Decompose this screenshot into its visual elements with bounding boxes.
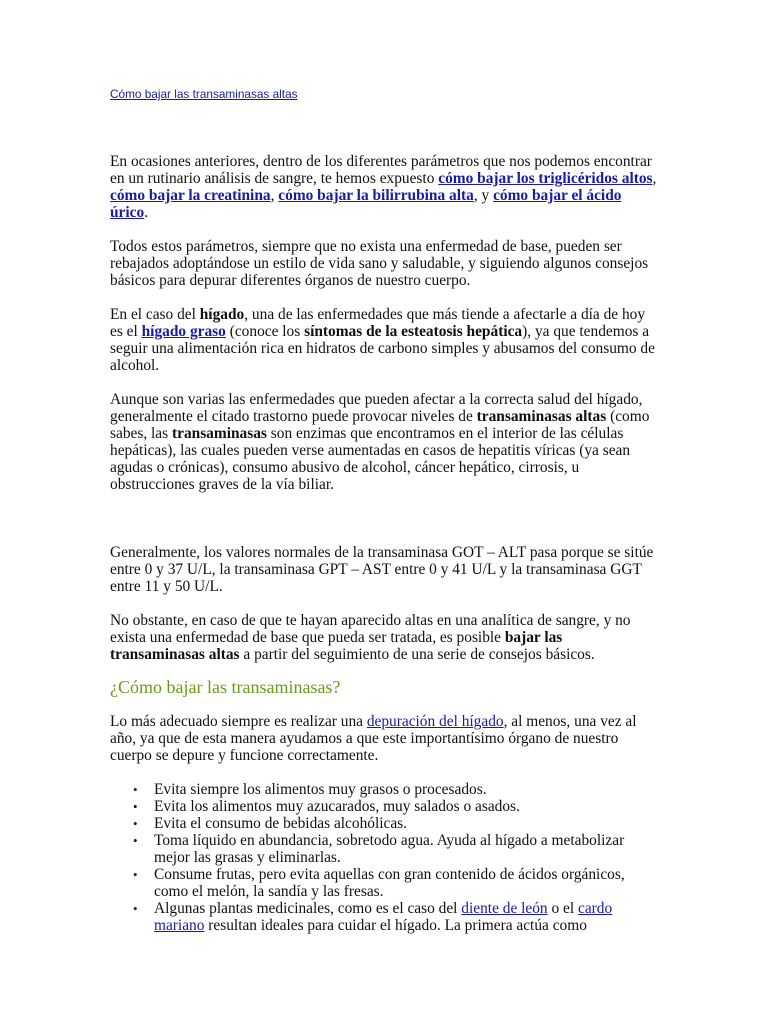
list-item-text: Evita siempre los alimentos muy grasos o procesados. <box>154 781 487 798</box>
link-diente-de-leon[interactable]: diente de león <box>461 900 548 917</box>
list-item <box>133 866 658 900</box>
bullet-icon: • <box>133 816 138 831</box>
article-body <box>110 153 658 934</box>
list-item-text: Consume frutas, pero evita aquellas con gran contenido de ácidos orgánicos, como el melón, la sandía y las fresas. <box>154 866 625 900</box>
paragraph-depuracion <box>110 713 658 764</box>
title-link[interactable]: Cómo bajar las transaminasas altas <box>110 87 298 101</box>
bullet-icon: • <box>133 867 138 882</box>
paragraph-text: , una de las enfermedades que más tiende a afectarle a día de hoy es el <box>110 306 646 340</box>
bullet-icon: • <box>133 782 138 797</box>
link-acido-urico[interactable]: cómo bajar el ácido úrico <box>110 187 622 221</box>
list-item <box>133 815 658 832</box>
paragraph-end: . <box>144 204 149 221</box>
link-bilirrubina[interactable]: cómo bajar la bilirrubina alta <box>278 187 474 204</box>
section-heading: ¿Cómo bajar las transaminasas? <box>110 677 341 697</box>
paragraph-text: No obstante, en caso de que te hayan aparecido altas en una analítica de sangre, y no exista una enfermedad de base que pueda ser tratada, es posible <box>110 612 631 646</box>
link-creatinina[interactable]: cómo bajar la creatinina <box>110 187 271 204</box>
list-item <box>133 900 658 934</box>
paragraph-text: En ocasiones anteriores, dentro de los diferentes parámetros que nos podemos encontrar en un rutinario análisis de sangre, te hemos expuesto <box>110 153 652 187</box>
list-item-text: o el <box>547 900 578 917</box>
list-item <box>133 798 658 815</box>
bold-transaminasas: transaminasas <box>171 425 267 442</box>
paragraph-enfermedades <box>110 391 658 493</box>
bullet-icon: • <box>133 799 138 814</box>
bold-sintomas: síntomas de la esteatosis hepática <box>304 323 523 340</box>
list-item <box>133 832 658 866</box>
link-trigliceridos[interactable]: cómo bajar los triglicéridos altos <box>438 170 653 187</box>
bullet-icon: • <box>133 901 138 916</box>
paragraph-text: (conoce los <box>225 323 305 340</box>
paragraph-text: ), ya que tendemos a seguir una alimentación rica en hidratos de carbono simples y abusamos del consumo de alcohol. <box>110 323 655 374</box>
link-cardo-mariano[interactable]: cardo mariano <box>154 900 613 934</box>
paragraph-text: , al menos, una vez al año, ya que de esta manera ayudamos a que este importantísimo órgano de nuestro cuerpo se depure y funcione correctamente. <box>110 713 637 764</box>
paragraph-text: a partir del seguimiento de una serie de consejos básicos. <box>239 646 595 663</box>
paragraph-valores-normales: Generalmente, los valores normales de la transaminasa GOT – ALT pasa porque se sitúe entre 0 y 37 U/L, la transaminasa GPT – AST entre 0 y 41 U/L y la transaminasa GGT entre 11 y 50 U/L. <box>110 544 654 595</box>
paragraph-text: son enzimas que encontramos en el interior de las células hepáticas), las cuales pueden verse aumentadas en casos de hepatitis víricas (ya sean agudas o crónicas), consumo abusivo de alcohol, cáncer hepático, cirrosis, u obstrucciones graves de la vía biliar. <box>110 425 631 493</box>
list-item-text: resultan ideales para cuidar el hígado. La primera actúa como <box>204 917 587 934</box>
paragraph-intro <box>110 153 658 221</box>
paragraph-parametros: Todos estos parámetros, siempre que no exista una enfermedad de base, pueden ser rebajados adoptándose un estilo de vida sano y saludable, y siguiendo algunos consejos básicos para depurar diferentes órganos de nuestro cuerpo. <box>110 238 649 289</box>
link-higado-graso[interactable]: hígado graso <box>141 323 226 340</box>
paragraph-text: Lo más adecuado siempre es realizar una <box>110 713 367 730</box>
separator: , y <box>473 187 494 204</box>
paragraph-text: Aunque son varias las enfermedades que pueden afectar a la correcta salud del hígado, generalmente el citado trastorno puede provocar niveles de <box>110 391 643 425</box>
paragraph-text: (como sabes, las <box>110 408 650 442</box>
list-item-text: Algunas plantas medicinales, como es el caso del <box>154 900 462 917</box>
link-depuracion-higado[interactable]: depuración del hígado <box>366 713 504 730</box>
bold-higado: hígado <box>199 306 245 323</box>
bullet-icon: • <box>133 833 138 848</box>
list-item-text: Toma líquido en abundancia, sobretodo agua. Ayuda al hígado a metabolizar mejor las grasas y eliminarlas. <box>154 832 625 866</box>
paragraph-higado <box>110 306 658 374</box>
separator: , <box>270 187 279 204</box>
tips-list <box>110 781 658 934</box>
paragraph-text: En el caso del <box>110 306 200 323</box>
paragraph-no-obstante <box>110 612 658 663</box>
list-item <box>133 781 658 798</box>
list-item-text: Evita los alimentos muy azucarados, muy salados o asados. <box>154 798 520 815</box>
list-item-text: Evita el consumo de bebidas alcohólicas. <box>154 815 408 832</box>
bold-bajar-transaminasas: bajar las transaminasas altas <box>110 629 563 663</box>
bold-transaminasas-altas: transaminasas altas <box>476 408 607 425</box>
separator: , <box>652 170 657 187</box>
